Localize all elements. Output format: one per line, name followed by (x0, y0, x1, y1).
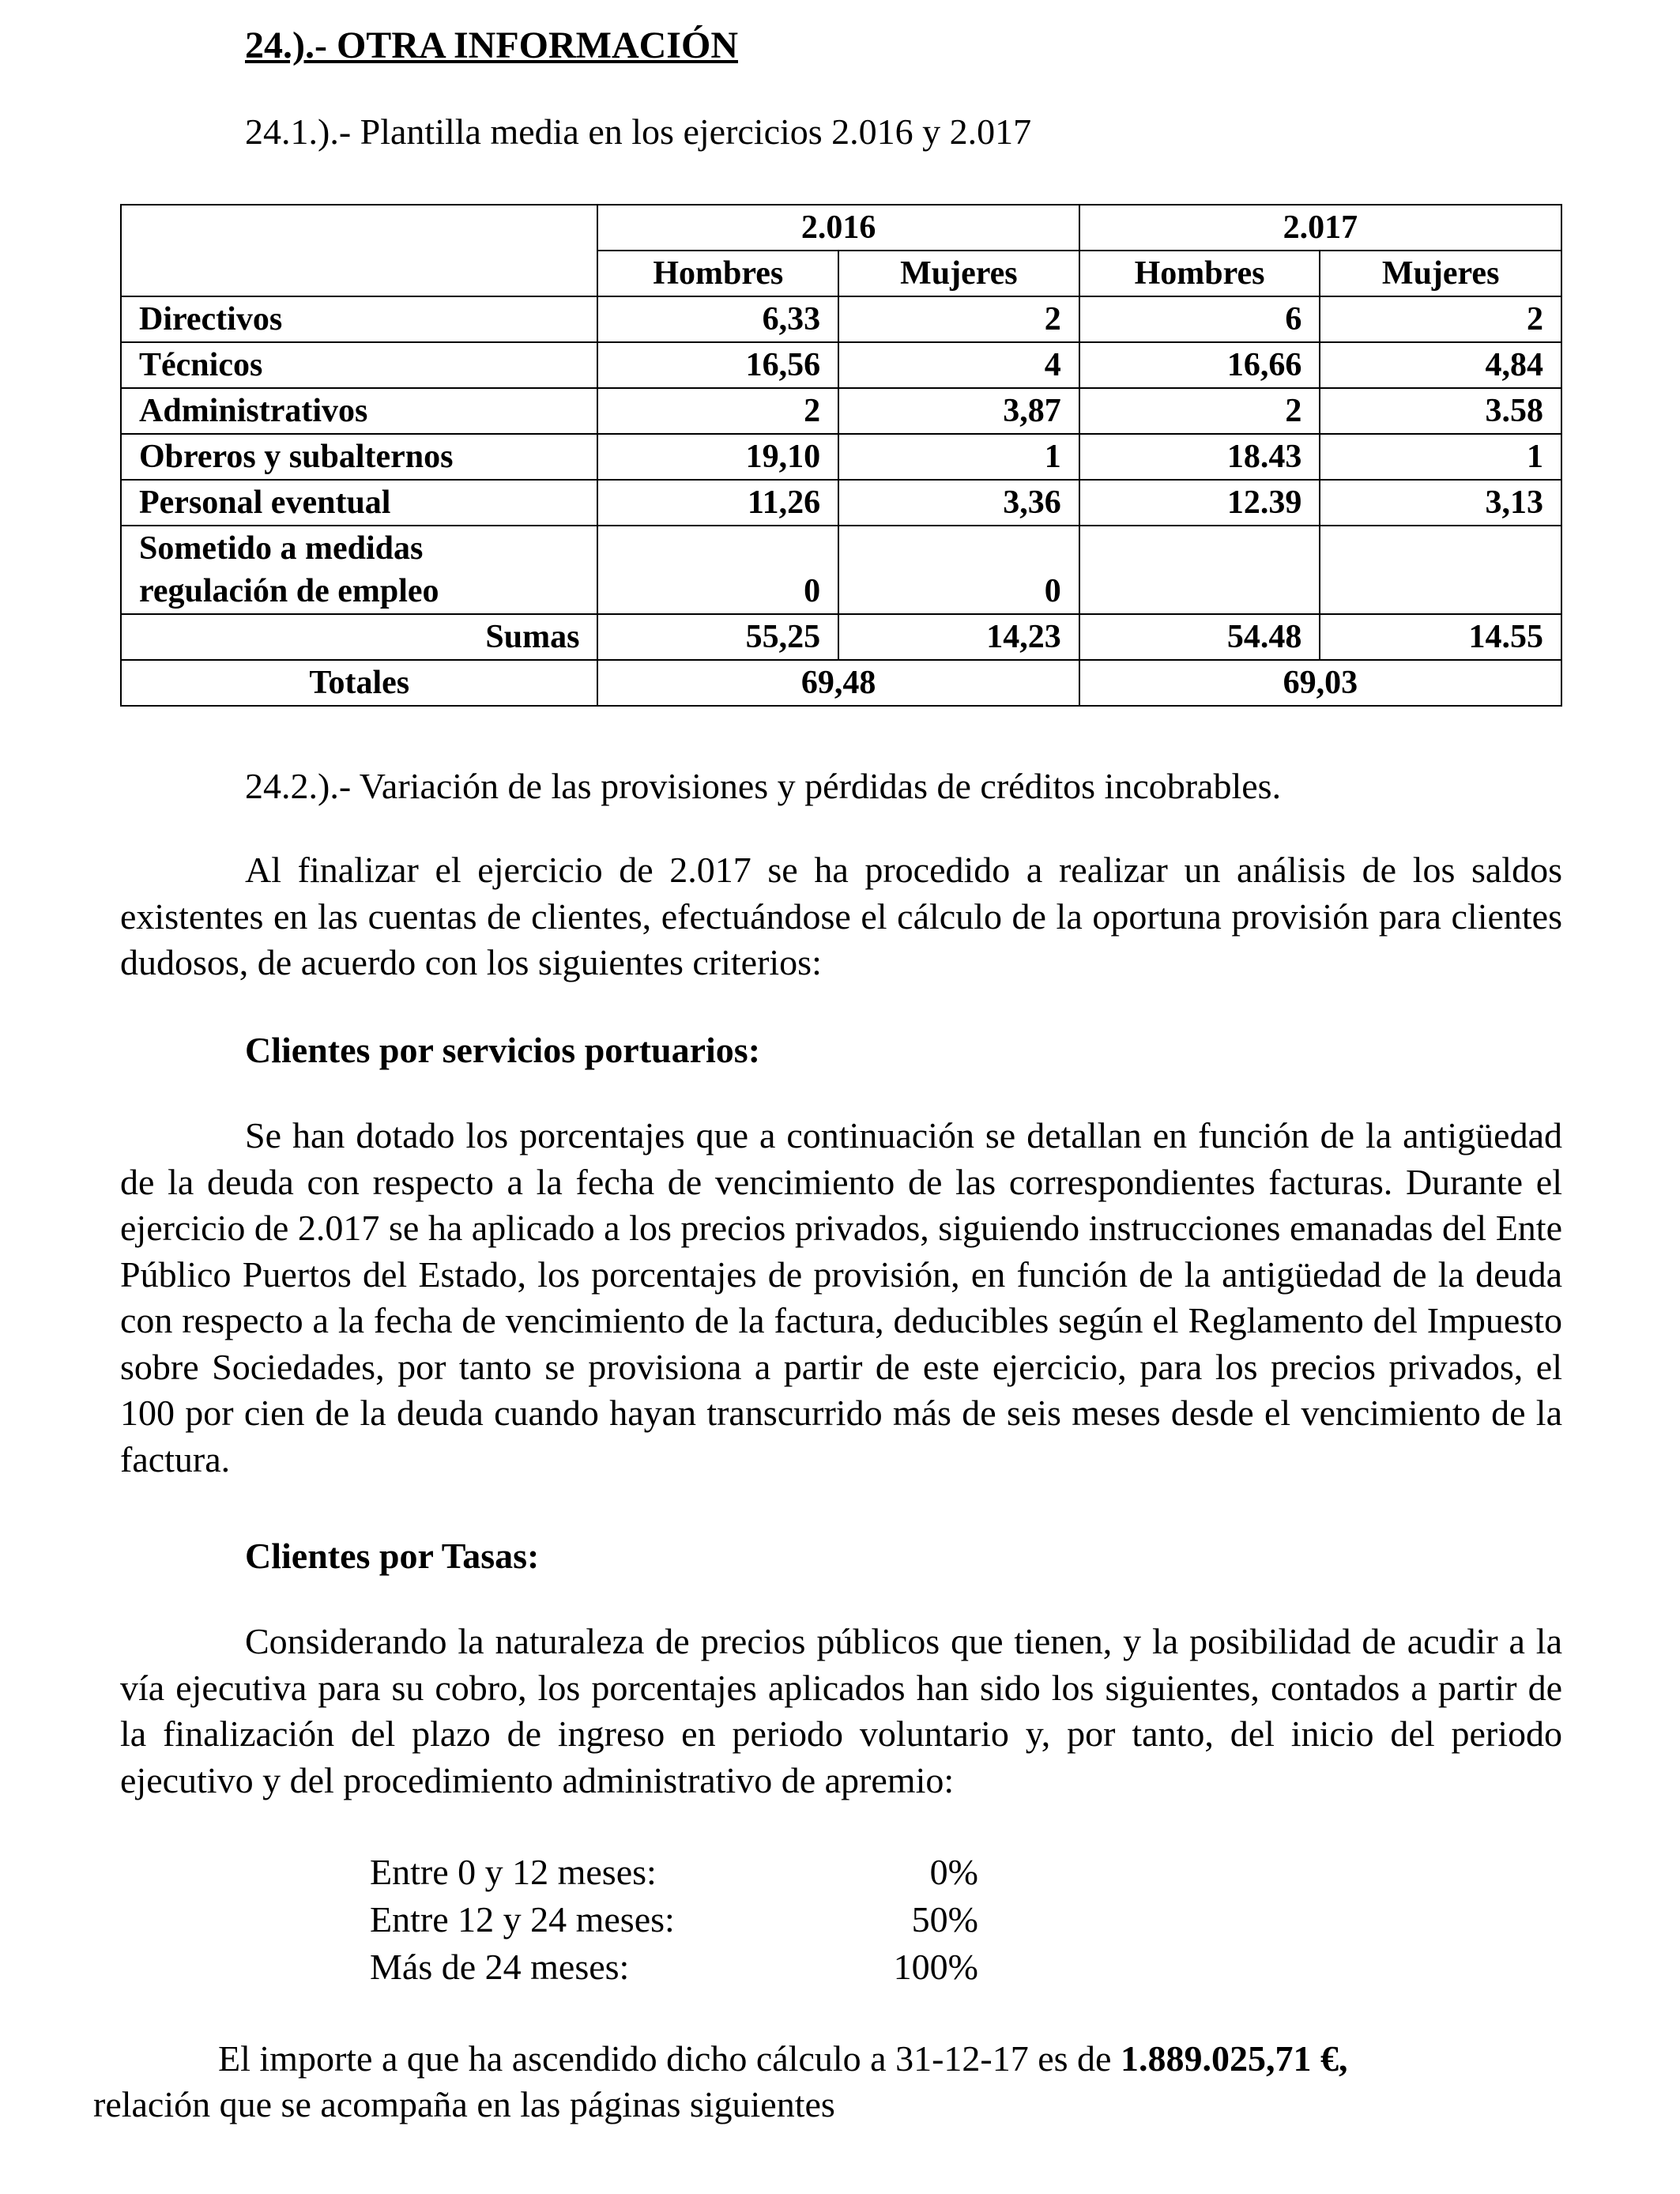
final-text-after: relación que se acompaña en las páginas siguientes (93, 2084, 835, 2124)
table-cell: 6 (1079, 296, 1320, 342)
table-cell: 1 (1320, 434, 1561, 480)
paragraph-text: Considerando la naturaleza de precios públicos que tienen, y la posibilidad de acudir a la vía ejecutiva para su cobro, los porcentajes aplicados han sido los siguientes, contados a partir de la finalización del plazo de ingreso en periodo voluntario y, por tanto, del inicio del periodo ejecutivo y del procedimiento administrativo de apremio: (120, 1621, 1562, 1800)
final-amount: 1.889.025,71 €, (1120, 2038, 1348, 2079)
table-header-years (121, 205, 1561, 251)
sum-cell: 14.55 (1320, 614, 1561, 660)
table-cell: 2 (1320, 296, 1561, 342)
table-cell: 2 (597, 388, 838, 434)
rate-row (370, 1944, 978, 1990)
rate-value: 50% (911, 1899, 978, 1940)
table-cell: 2 (838, 296, 1079, 342)
row-label: Directivos (121, 296, 597, 342)
sum-cell: 55,25 (597, 614, 838, 660)
rate-value: 0% (929, 1852, 978, 1892)
heading-port-clients: Clientes por servicios portuarios: (245, 1030, 761, 1070)
table-cell (1320, 526, 1561, 614)
row-label: Obreros y subalternos (121, 434, 597, 480)
table-row (121, 480, 1561, 526)
total-cell: 69,03 (1079, 660, 1561, 706)
total-cell: 69,48 (597, 660, 1079, 706)
table-cell: 3.58 (1320, 388, 1561, 434)
table-cell: 4 (838, 342, 1079, 388)
table-cell: 2 (1079, 388, 1320, 434)
table-cell: 3,36 (838, 480, 1079, 526)
table-cell: 19,10 (597, 434, 838, 480)
subsection-title-provisions: 24.2.).- Variación de las provisiones y pérdidas de créditos incobrables. (245, 766, 1282, 806)
final-statement (93, 2036, 1579, 2128)
table-cell: 0 (838, 526, 1079, 614)
gender-header: Mujeres (1320, 251, 1561, 296)
table-cell: 3,87 (838, 388, 1079, 434)
section-title: 24.).- OTRA INFORMACIÓN (245, 25, 738, 66)
table-row (121, 388, 1561, 434)
final-text: El importe a que ha ascendido dicho cálculo a 31-12-17 es de (218, 2038, 1121, 2079)
table-cell: 12.39 (1079, 480, 1320, 526)
table-cell (1079, 526, 1320, 614)
rate-value: 100% (893, 1947, 978, 1987)
rate-label: Entre 12 y 24 meses: (370, 1899, 675, 1940)
rate-label: Entre 0 y 12 meses: (370, 1852, 657, 1892)
table-cell: 6,33 (597, 296, 838, 342)
staff-table (120, 204, 1562, 707)
table-cell: 3,13 (1320, 480, 1561, 526)
gender-header: Hombres (1079, 251, 1320, 296)
paragraph-text: Se han dotado los porcentajes que a continuación se detallan en función de la antigüedad de la deuda con respecto a la fecha de vencimiento de las correspondientes facturas. Durante el ejercicio de 2.017 se ha aplicado a los precios privados, siguiendo instrucciones emanadas del Ente Público Puertos del Estado, los porcentajes de provisión, en función de la antigüedad de la deuda con respecto a la fecha de vencimiento de la factura, deducibles según el Reglamento del Impuesto sobre Sociedades, por tanto se provisiona a partir de este ejercicio, para los precios privados, el 100 por cien de la deuda cuando hayan transcurrido más de seis meses desde el vencimiento de la factura. (120, 1115, 1562, 1480)
table-cell: 1 (838, 434, 1079, 480)
sum-cell: 54.48 (1079, 614, 1320, 660)
rate-row (370, 1897, 978, 1943)
table-row-sums (121, 614, 1561, 660)
row-label: Técnicos (121, 342, 597, 388)
table-row (121, 296, 1561, 342)
paragraph-analysis (120, 847, 1562, 986)
sum-cell: 14,23 (838, 614, 1079, 660)
table-header-blank (121, 205, 597, 296)
row-label: Administrativos (121, 388, 597, 434)
gender-header: Mujeres (838, 251, 1079, 296)
table-row (121, 342, 1561, 388)
year-header: 2.017 (1079, 205, 1561, 251)
rate-row (370, 1849, 978, 1895)
heading-fee-clients: Clientes por Tasas: (245, 1536, 540, 1576)
subsection-title-staff: 24.1.).- Plantilla media en los ejercicios 2.016 y 2.017 (245, 111, 1032, 152)
rate-label: Más de 24 meses: (370, 1947, 630, 1987)
paragraph-fee-clients (120, 1619, 1562, 1804)
table-cell: 18.43 (1079, 434, 1320, 480)
totals-label: Totales (121, 660, 597, 706)
year-header: 2.016 (597, 205, 1079, 251)
table-row (121, 526, 1561, 614)
row-label: Personal eventual (121, 480, 597, 526)
table-cell: 11,26 (597, 480, 838, 526)
table-cell: 16,56 (597, 342, 838, 388)
table-cell: 4,84 (1320, 342, 1561, 388)
paragraph-text: Al finalizar el ejercicio de 2.017 se ha procedido a realizar un análisis de los saldos existentes en las cuentas de clientes, efectuándose el cálculo de la oportuna provisión para clientes dudosos, de acuerdo con los siguientes criterios: (120, 850, 1562, 982)
paragraph-port-clients (120, 1113, 1562, 1483)
table-cell: 16,66 (1079, 342, 1320, 388)
gender-header: Hombres (597, 251, 838, 296)
table-cell: 0 (597, 526, 838, 614)
table-row-totals (121, 660, 1561, 706)
table-row (121, 434, 1561, 480)
row-label: Sometido a medidas regulación de empleo (121, 526, 597, 614)
sums-label: Sumas (121, 614, 597, 660)
